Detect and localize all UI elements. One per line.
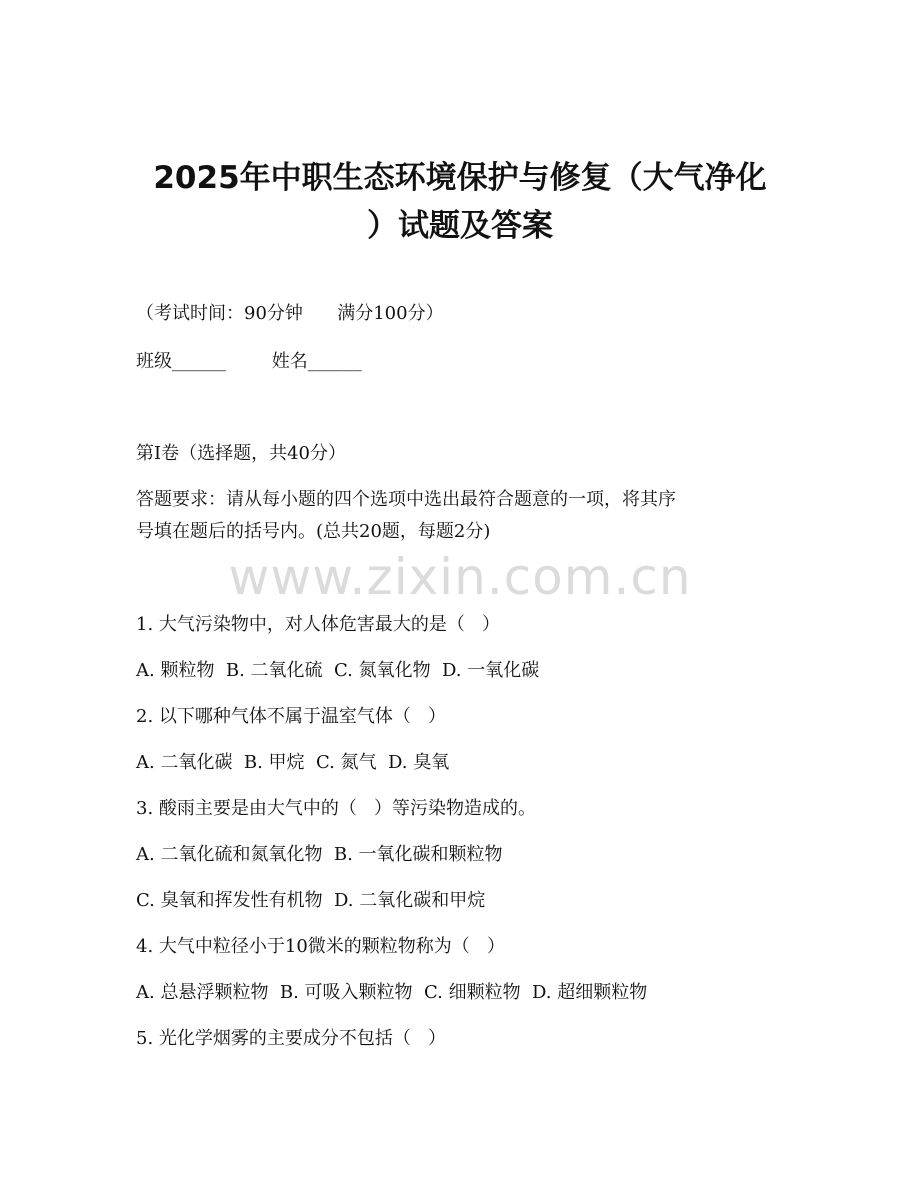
watermark: www.zixin.com.cn — [228, 548, 692, 606]
document-title-line-2: ）试题及答案 — [367, 208, 553, 244]
question-4: 4. 大气中粒径小于10微米的颗粒物称为（ ） — [136, 936, 505, 957]
question-1-options: A. 颗粒物 B. 二氧化硫 C. 氮氧化物 D. 一氧化碳 — [136, 660, 540, 681]
question-3-options-row-2: C. 臭氧和挥发性有机物 D. 二氧化碳和甲烷 — [136, 890, 486, 911]
document-title-line-1: 2025年中职生态环境保护与修复（大气净化 — [153, 160, 767, 196]
question-2-options: A. 二氧化碳 B. 甲烷 C. 氮气 D. 臭氧 — [136, 752, 450, 773]
question-1: 1. 大气污染物中，对人体危害最大的是（ ） — [136, 614, 501, 635]
class-name-line: 班级______ 姓名______ — [136, 351, 362, 372]
question-5: 5. 光化学烟雾的主要成分不包括（ ） — [136, 1028, 447, 1049]
question-4-options: A. 总悬浮颗粒物 B. 可吸入颗粒物 C. 细颗粒物 D. 超细颗粒物 — [136, 982, 648, 1003]
section-heading: 第I卷（选择题，共40分） — [136, 443, 347, 464]
question-3-options-row-1: A. 二氧化硫和氮氧化物 B. 一氧化碳和颗粒物 — [136, 844, 503, 865]
instructions-line-1: 答题要求：请从每小题的四个选项中选出最符合题意的一项，将其序 — [136, 489, 676, 510]
exam-info: （考试时间：90分钟 满分100分） — [136, 303, 444, 324]
question-3: 3. 酸雨主要是由大气中的（ ）等污染物造成的。 — [136, 798, 537, 819]
question-2: 2. 以下哪种气体不属于温室气体（ ） — [136, 706, 447, 727]
instructions-line-2: 号填在题后的括号内。(总共20题，每题2分) — [136, 521, 491, 542]
